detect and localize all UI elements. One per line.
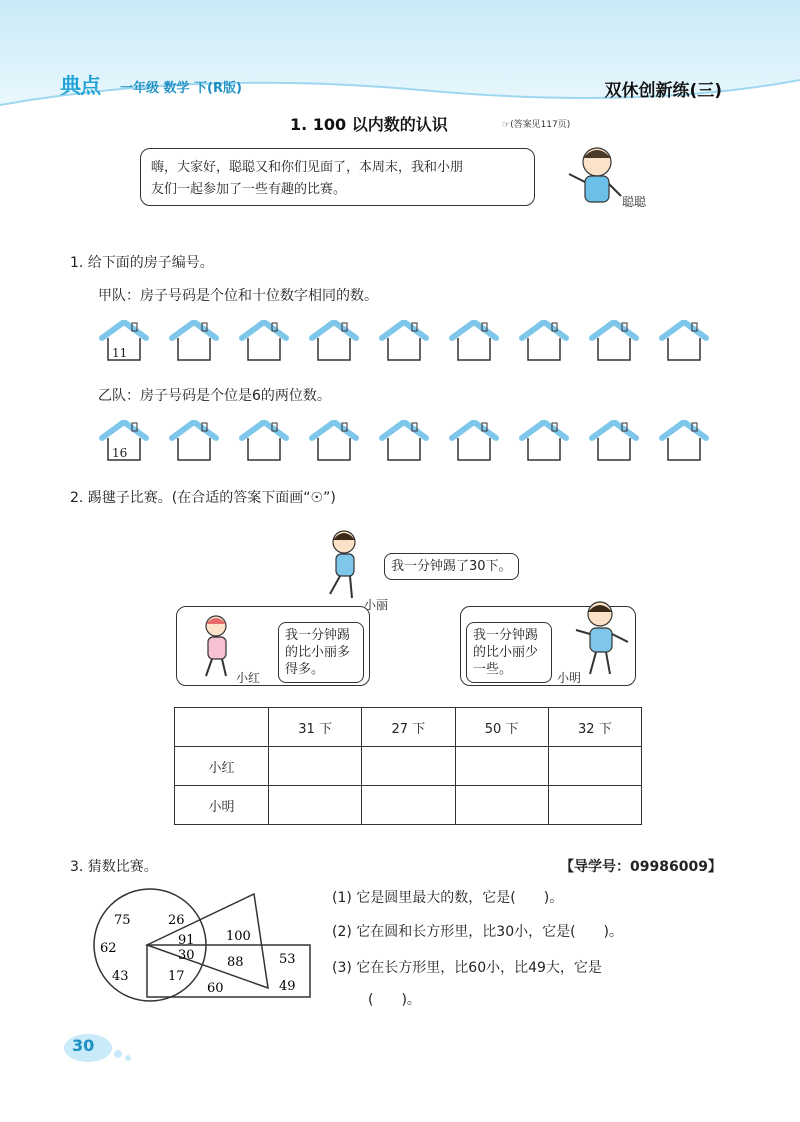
xiaoli-speech: 我一分钟踢了30下。 bbox=[391, 559, 512, 574]
xiaohong-label: 小红 bbox=[236, 671, 261, 685]
venn-number: 62 bbox=[100, 941, 117, 956]
xiaohong-speech-line-1: 我一分钟踢 bbox=[285, 628, 351, 643]
section-title: 双休创新练(三) bbox=[604, 81, 722, 101]
house-b-8[interactable] bbox=[588, 420, 640, 462]
house-a-8[interactable] bbox=[588, 320, 640, 362]
house-a-1-number: 11 bbox=[112, 346, 128, 360]
q3-item-3: (3) 它在长方形里，比60小，比49大，它是 bbox=[332, 960, 602, 976]
venn-number: 91 bbox=[178, 933, 195, 948]
venn-number: 100 bbox=[226, 929, 251, 944]
grade-label: 一年级 数学 下(R版) bbox=[120, 81, 242, 96]
venn-number: 75 bbox=[114, 913, 131, 928]
table-header-cell: 27 下 bbox=[362, 708, 455, 747]
venn-number: 60 bbox=[207, 981, 224, 996]
answer-cell[interactable] bbox=[362, 786, 455, 825]
xiaoli-figure-icon bbox=[318, 524, 374, 604]
xiaohong-speech-line-3: 得多。 bbox=[285, 662, 325, 677]
table-header-cell: 50 下 bbox=[455, 708, 548, 747]
brand-logo: 典点 bbox=[60, 74, 100, 98]
house-a-5[interactable] bbox=[378, 320, 430, 362]
house-a-6[interactable] bbox=[448, 320, 500, 362]
table-header-cell: 32 下 bbox=[548, 708, 641, 747]
page-number: 30 bbox=[72, 1036, 95, 1055]
house-b-2[interactable] bbox=[168, 420, 220, 462]
q1-title: 1. 给下面的房子编号。 bbox=[70, 255, 214, 271]
guide-number: 【导学号：09986009】 bbox=[560, 859, 722, 875]
xiaoming-label: 小明 bbox=[557, 671, 582, 685]
xiaoli-speech-bubble bbox=[384, 553, 519, 580]
house-a-7[interactable] bbox=[518, 320, 570, 362]
q1-team-b: 乙队：房子号码是个位是6的两位数。 bbox=[98, 388, 331, 404]
answer-cell[interactable] bbox=[455, 747, 548, 786]
table-header-cell: 31 下 bbox=[269, 708, 362, 747]
venn-number: 43 bbox=[112, 969, 129, 984]
q2-title: 2. 踢毽子比赛。(在合适的答案下面画“☉”) bbox=[70, 490, 336, 506]
intro-line-1: 嗨，大家好，聪聪又和你们见面了，本周末，我和小朋 bbox=[151, 160, 464, 175]
xiaohong-speech-line-2: 的比小丽多 bbox=[285, 645, 351, 660]
house-b-6[interactable] bbox=[448, 420, 500, 462]
xiaohong-speech-bubble bbox=[278, 622, 364, 683]
q3-item-2: (2) 它在圆和长方形里，比30小，它是( )。 bbox=[332, 924, 624, 940]
house-b-1[interactable] bbox=[98, 420, 150, 462]
venn-number: 88 bbox=[227, 955, 244, 970]
row-label: 小明 bbox=[175, 786, 269, 825]
house-b-4[interactable] bbox=[308, 420, 360, 462]
xiaoming-speech-line-1: 我一分钟踢 bbox=[473, 628, 539, 643]
xiaoming-speech-line-2: 的比小丽少 bbox=[473, 645, 539, 660]
answer-cell[interactable] bbox=[455, 786, 548, 825]
xiaoming-speech-bubble bbox=[466, 622, 552, 683]
table-header-row bbox=[175, 708, 642, 747]
table-row bbox=[175, 786, 642, 825]
q3-title: 3. 猜数比赛。 bbox=[70, 859, 158, 875]
page-title: 1. 100 以内数的认识 bbox=[290, 115, 448, 134]
answer-table bbox=[174, 707, 642, 825]
venn-number: 53 bbox=[279, 952, 296, 967]
answer-cell[interactable] bbox=[269, 747, 362, 786]
house-a-9[interactable] bbox=[658, 320, 710, 362]
venn-number: 49 bbox=[279, 979, 296, 994]
house-b-5[interactable] bbox=[378, 420, 430, 462]
venn-number: 26 bbox=[168, 913, 185, 928]
house-b-9[interactable] bbox=[658, 420, 710, 462]
house-a-1[interactable] bbox=[98, 320, 150, 362]
q3-item-3-blank: ( )。 bbox=[368, 992, 421, 1008]
house-a-3[interactable] bbox=[238, 320, 290, 362]
congcong-label: 聪聪 bbox=[622, 195, 647, 209]
answer-cell[interactable] bbox=[548, 747, 641, 786]
house-a-4[interactable] bbox=[308, 320, 360, 362]
page-badge-icon bbox=[58, 1030, 138, 1066]
answer-cell[interactable] bbox=[548, 786, 641, 825]
house-b-3[interactable] bbox=[238, 420, 290, 462]
venn-number: 30 bbox=[178, 948, 195, 963]
row-label: 小红 bbox=[175, 747, 269, 786]
table-header-corner bbox=[175, 708, 269, 747]
intro-speech-bubble bbox=[140, 148, 535, 206]
xiaoli-label: 小丽 bbox=[364, 598, 389, 612]
venn-figure bbox=[92, 888, 316, 1004]
house-a-2[interactable] bbox=[168, 320, 220, 362]
q3-item-1: (1) 它是圆里最大的数，它是( )。 bbox=[332, 890, 564, 906]
venn-number: 17 bbox=[168, 969, 185, 984]
answer-reference: ☞(答案见117页) bbox=[502, 120, 571, 130]
house-b-1-number: 16 bbox=[112, 446, 128, 460]
xiaoming-speech-line-3: 一些。 bbox=[473, 662, 513, 677]
q1-team-a: 甲队：房子号码是个位和十位数字相同的数。 bbox=[98, 288, 378, 304]
table-row bbox=[175, 747, 642, 786]
answer-cell[interactable] bbox=[362, 747, 455, 786]
house-b-7[interactable] bbox=[518, 420, 570, 462]
answer-cell[interactable] bbox=[269, 786, 362, 825]
intro-line-2: 友们一起参加了一些有趣的比赛。 bbox=[151, 182, 347, 197]
